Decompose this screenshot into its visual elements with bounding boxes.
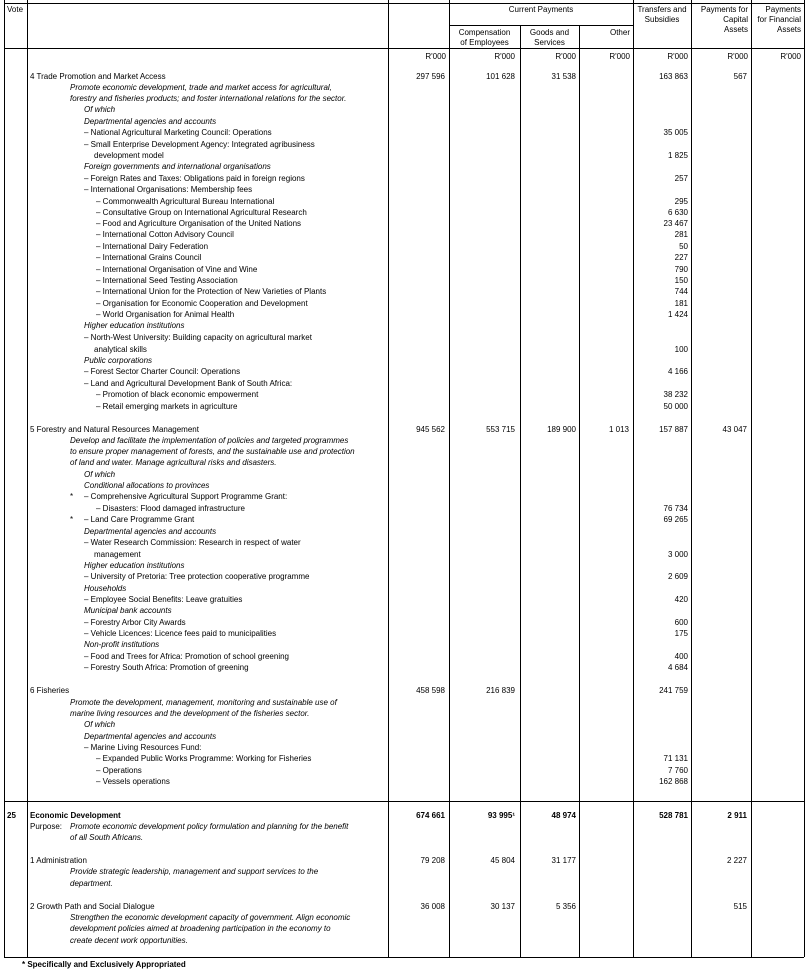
row-label: – Marine Living Resources Fund:	[84, 743, 202, 752]
cell-total: 674 661	[416, 811, 445, 820]
cell-other: 1 013	[608, 425, 629, 434]
row-label: – Disasters: Flood damaged infrastructure	[96, 504, 245, 513]
row-label: – Forest Sector Charter Council: Operations	[84, 367, 241, 376]
row-label: Economic Development	[30, 811, 121, 820]
row-label: – Promotion of black economic empowerment	[96, 390, 259, 399]
cell-trans: 71 131	[663, 754, 688, 763]
header-vote: Vote	[7, 5, 24, 14]
row-label: of land and water. Manage agricultural risks and disasters.	[70, 458, 277, 467]
row-label: – Expanded Public Works Programme: Working for Fisheries	[96, 754, 312, 763]
cell-total: 945 562	[416, 425, 445, 434]
cell-cap: 43 047	[722, 425, 747, 434]
unit-goods: R'000	[555, 52, 576, 61]
cell-trans: 150	[674, 276, 688, 285]
cell-trans: 281	[674, 230, 688, 239]
unit-transfers: R'000	[667, 52, 688, 61]
cell-cap: 2 227	[726, 856, 747, 865]
row-label: Purpose:	[30, 822, 63, 831]
cell-cap: 515	[733, 902, 747, 911]
unit-financial: R'000	[780, 52, 801, 61]
cell-trans: 50 000	[663, 402, 688, 411]
cell-goods: 31 177	[551, 856, 576, 865]
row-label: forestry and fisheries products; and foster international relations for the sector.	[70, 94, 347, 103]
row-label-continuation: Promote economic development policy formulation and planning for the benefit	[70, 822, 349, 831]
row-label: – Consultative Group on International Agricultural Research	[96, 208, 307, 217]
row-label: – Organisation for Economic Cooperation and Development	[96, 299, 308, 308]
row-label: of all South Africans.	[70, 833, 144, 842]
row-label: 5 Forestry and Natural Resources Management	[30, 425, 199, 434]
row-label: – Food and Trees for Africa: Promotion of school greening	[84, 652, 290, 661]
row-label: development policies aimed at broadening participation in the economy to	[70, 924, 331, 933]
specific-appropriation-marker: *	[70, 515, 74, 524]
row-label: Provide strategic leadership, management and support services to the	[70, 867, 319, 876]
header-other: Other	[609, 28, 630, 37]
row-label: Of which	[84, 470, 116, 479]
row-label: 2 Growth Path and Social Dialogue	[30, 902, 155, 911]
row-label: Promote economic development, trade and market access for agricultural,	[70, 83, 332, 92]
rule-left	[4, 0, 5, 957]
rule-vote-separator	[4, 801, 804, 802]
unit-compensation: R'000	[494, 52, 515, 61]
row-label: – Small Enterprise Development Agency: Integrated agribusiness	[84, 140, 315, 149]
row-label: Households	[84, 584, 127, 593]
cell-comp: 30 137	[490, 902, 515, 911]
row-label: Foreign governments and international organisations	[84, 162, 271, 171]
header-goods-1: Goods and	[529, 28, 570, 37]
cell-trans: 69 265	[663, 515, 688, 524]
row-label: Departmental agencies and accounts	[84, 732, 217, 741]
row-label: – International Cotton Advisory Council	[96, 230, 234, 239]
cell-trans: 4 684	[667, 663, 688, 672]
row-label: Strengthen the economic development capacity of government. Align economic	[70, 913, 351, 922]
row-label: management	[94, 550, 141, 559]
cell-trans: 163 863	[659, 72, 688, 81]
row-label: – Vessels operations	[96, 777, 170, 786]
cell-comp: 45 804	[490, 856, 515, 865]
header-financial-1: Payments	[765, 5, 801, 14]
row-label: – University of Pretoria: Tree protection cooperative programme	[84, 572, 310, 581]
row-label: Public corporations	[84, 356, 153, 365]
row-label: development model	[94, 151, 164, 160]
row-label: Higher education institutions	[84, 561, 185, 570]
rule-other	[579, 25, 580, 957]
cell-comp: 101 628	[486, 72, 515, 81]
row-label: – International Grains Council	[96, 253, 202, 262]
rule-header-bottom	[4, 48, 804, 49]
cell-trans: 162 868	[659, 777, 688, 786]
cell-trans: 2 609	[667, 572, 688, 581]
row-label: – International Dairy Federation	[96, 242, 209, 251]
row-label: – International Organisations: Membership fees	[84, 185, 253, 194]
row-label: – Comprehensive Agricultural Support Programme Grant:	[84, 492, 288, 501]
cell-trans: 1 825	[667, 151, 688, 160]
cell-trans: 157 887	[659, 425, 688, 434]
header-capital-2: Capital	[723, 15, 748, 24]
header-financial-3: Assets	[776, 25, 801, 34]
row-label: Of which	[84, 105, 116, 114]
row-label: – North-West University: Building capacity on agricultural market	[84, 333, 312, 342]
cell-trans: 181	[674, 299, 688, 308]
vote-number: 25	[7, 811, 16, 820]
header-goods-2: Services	[534, 38, 565, 47]
row-label: Departmental agencies and accounts	[84, 117, 217, 126]
cell-trans: 100	[674, 345, 688, 354]
rule-top	[4, 3, 804, 4]
rule-right	[804, 0, 805, 957]
cell-trans: 257	[674, 174, 688, 183]
row-label: – Vehicle Licences: Licence fees paid to municipalities	[84, 629, 277, 638]
cell-trans: 76 734	[663, 504, 688, 513]
unit-capital: R'000	[727, 52, 748, 61]
cell-trans: 175	[674, 629, 688, 638]
cell-goods: 31 538	[551, 72, 576, 81]
cell-trans: 1 424	[667, 310, 688, 319]
cell-cap: 567	[733, 72, 747, 81]
header-financial-2: for Financial	[757, 15, 801, 24]
row-label: – International Union for the Protection of New Varieties of Plants	[96, 287, 327, 296]
cell-cap: 2 911	[727, 811, 747, 820]
cell-trans: 35 005	[663, 128, 688, 137]
cell-trans: 23 467	[663, 219, 688, 228]
cell-trans: 3 000	[667, 550, 688, 559]
header-capital-3: Assets	[723, 25, 748, 34]
cell-trans: 744	[674, 287, 688, 296]
cell-total: 297 596	[416, 72, 445, 81]
row-label: – World Organisation for Animal Health	[96, 310, 235, 319]
row-label: 4 Trade Promotion and Market Access	[30, 72, 166, 81]
row-label: – Retail emerging markets in agriculture	[96, 402, 238, 411]
header-transfers-2: Subsidies	[644, 15, 680, 24]
cell-trans: 790	[674, 265, 688, 274]
unit-other: R'000	[609, 52, 630, 61]
specific-appropriation-marker: *	[70, 492, 74, 501]
cell-trans: 528 781	[659, 811, 688, 820]
cell-trans: 7 760	[667, 766, 688, 775]
unit-total: R'000	[425, 52, 446, 61]
row-label: – Commonwealth Agricultural Bureau International	[96, 197, 275, 206]
cell-total: 458 598	[416, 686, 445, 695]
row-label: – Food and Agriculture Organisation of the United Nations	[96, 219, 302, 228]
header-capital-1: Payments for	[700, 5, 748, 14]
cell-trans: 6 630	[667, 208, 688, 217]
row-label: Non-profit institutions	[84, 640, 160, 649]
row-label: – Employee Social Benefits: Leave gratuities	[84, 595, 243, 604]
row-label: – Water Research Commission: Research in respect of water	[84, 538, 301, 547]
header-compensation-2: of Employees	[460, 38, 509, 47]
row-label: 6 Fisheries	[30, 686, 70, 695]
cell-trans: 38 232	[663, 390, 688, 399]
row-label: – Land Care Programme Grant	[84, 515, 195, 524]
cell-trans: 50	[679, 242, 688, 251]
row-label: Of which	[84, 720, 116, 729]
cell-trans: 400	[674, 652, 688, 661]
row-label: marine living resources and the development of the fisheries sector.	[70, 709, 310, 718]
row-label: 1 Administration	[30, 856, 87, 865]
cell-trans: 295	[674, 197, 688, 206]
cell-trans: 227	[674, 253, 688, 262]
row-label: Promote the development, management, monitoring and sustainable use of	[70, 698, 337, 707]
row-label: create decent work opportunities.	[70, 936, 188, 945]
row-label: – National Agricultural Marketing Council: Operations	[84, 128, 272, 137]
cell-comp: 93 995¹	[487, 811, 515, 820]
row-label: analytical skills	[94, 345, 147, 354]
row-label: – Forestry South Africa: Promotion of greening	[84, 663, 249, 672]
header-transfers-1: Transfers and	[637, 5, 687, 14]
rule-bottom	[4, 957, 804, 958]
row-label: Departmental agencies and accounts	[84, 527, 217, 536]
rule-vote	[27, 0, 28, 957]
cell-comp: 553 715	[486, 425, 515, 434]
row-label: Conditional allocations to provinces	[84, 481, 210, 490]
row-label: Higher education institutions	[84, 321, 185, 330]
row-label: – Foreign Rates and Taxes: Obligations paid in foreign regions	[84, 174, 305, 183]
row-label: – International Organisation of Vine and Wine	[96, 265, 258, 274]
cell-trans: 600	[674, 618, 688, 627]
cell-goods: 48 974	[551, 811, 576, 820]
rule-current-under	[449, 25, 633, 26]
cell-total: 36 008	[420, 902, 445, 911]
row-label: – Operations	[96, 766, 142, 775]
header-current-payments: Current Payments	[508, 5, 574, 14]
cell-trans: 420	[674, 595, 688, 604]
row-label: to ensure proper management of forests, and the sustainable use and protection	[70, 447, 355, 456]
cell-comp: 216 839	[486, 686, 515, 695]
row-label: – Land and Agricultural Development Bank of South Africa:	[84, 379, 293, 388]
row-label: department.	[70, 879, 113, 888]
cell-goods: 5 356	[555, 902, 576, 911]
header-compensation-1: Compensation	[458, 28, 511, 37]
row-label: Municipal bank accounts	[84, 606, 172, 615]
cell-goods: 189 900	[547, 425, 576, 434]
row-label: – Forestry Arbor City Awards	[84, 618, 186, 627]
cell-trans: 4 166	[667, 367, 688, 376]
cell-trans: 241 759	[659, 686, 688, 695]
cell-total: 79 208	[420, 856, 445, 865]
row-label: Develop and facilitate the implementation of policies and targeted programmes	[70, 436, 349, 445]
row-label: – International Seed Testing Association	[96, 276, 238, 285]
rule-financial	[751, 0, 752, 957]
footnote: * Specifically and Exclusively Appropriated	[22, 960, 186, 969]
